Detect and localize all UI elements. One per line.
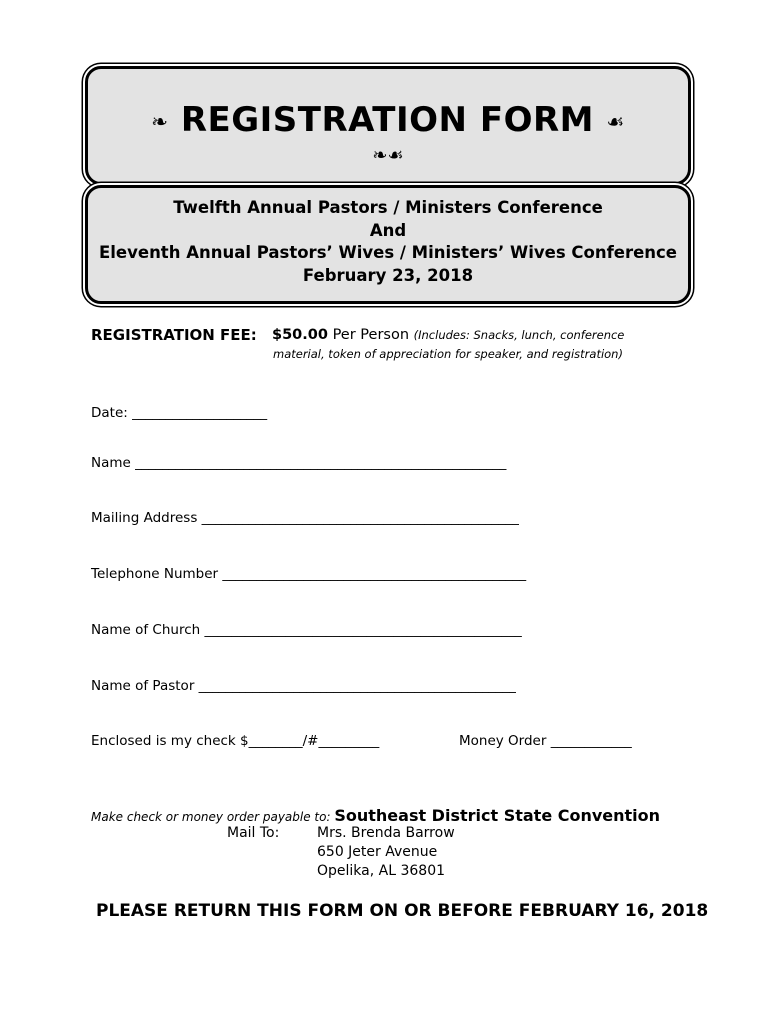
conference-and: And [369, 221, 407, 240]
telephone-field[interactable]: Telephone Number _____________________________________________ [91, 566, 527, 582]
payee-name: Southeast District State Convention [334, 806, 661, 825]
form-title [85, 100, 691, 140]
conference-date: February 23, 2018 [302, 266, 474, 285]
check-field[interactable]: Enclosed is my check $________/#_________ [91, 733, 380, 749]
conference-title-2: Eleventh Annual Pastors’ Wives / Ministers’ Wives Conference [99, 243, 677, 262]
pastor-name-field[interactable]: Name of Pastor _______________________________________________ [91, 678, 516, 694]
mail-city: Opelika, AL 36801 [317, 863, 446, 879]
fee-note-1: (Includes: Snacks, lunch, conference [413, 328, 625, 342]
ornament-left-icon: ❧ [151, 109, 169, 134]
fee-note-2: material, token of appreciation for speaker, and registration) [273, 347, 623, 361]
date-field[interactable]: Date: ____________________ [91, 405, 268, 421]
church-name-field[interactable]: Name of Church _______________________________________________ [91, 622, 522, 638]
ornament-right-icon: ☙ [606, 109, 625, 134]
mailing-address-field[interactable]: Mailing Address _______________________________________________ [91, 510, 519, 526]
fee-per: Per Person [332, 327, 410, 343]
name-field[interactable]: Name _______________________________________________________ [91, 455, 507, 471]
money-order-field[interactable]: Money Order ____________ [459, 733, 632, 749]
fee-amount: $50.00 [272, 327, 328, 343]
fee-amount-line [272, 327, 624, 343]
ornament-center-icon: ❧☙ [372, 145, 404, 166]
mail-street: 650 Jeter Avenue [317, 844, 438, 860]
form-title-text: REGISTRATION FORM [180, 100, 594, 140]
mail-recipient: Mrs. Brenda Barrow [317, 825, 455, 841]
payment-instruction-line [91, 806, 660, 825]
fee-label: REGISTRATION FEE: [91, 326, 257, 344]
return-deadline: PLEASE RETURN THIS FORM ON OR BEFORE FEBRUARY 16, 2018 [96, 901, 709, 921]
conference-title-1: Twelfth Annual Pastors / Ministers Conference [173, 198, 603, 217]
payment-instruction: Make check or money order payable to: [91, 810, 331, 824]
mail-to-label: Mail To: [227, 825, 280, 841]
